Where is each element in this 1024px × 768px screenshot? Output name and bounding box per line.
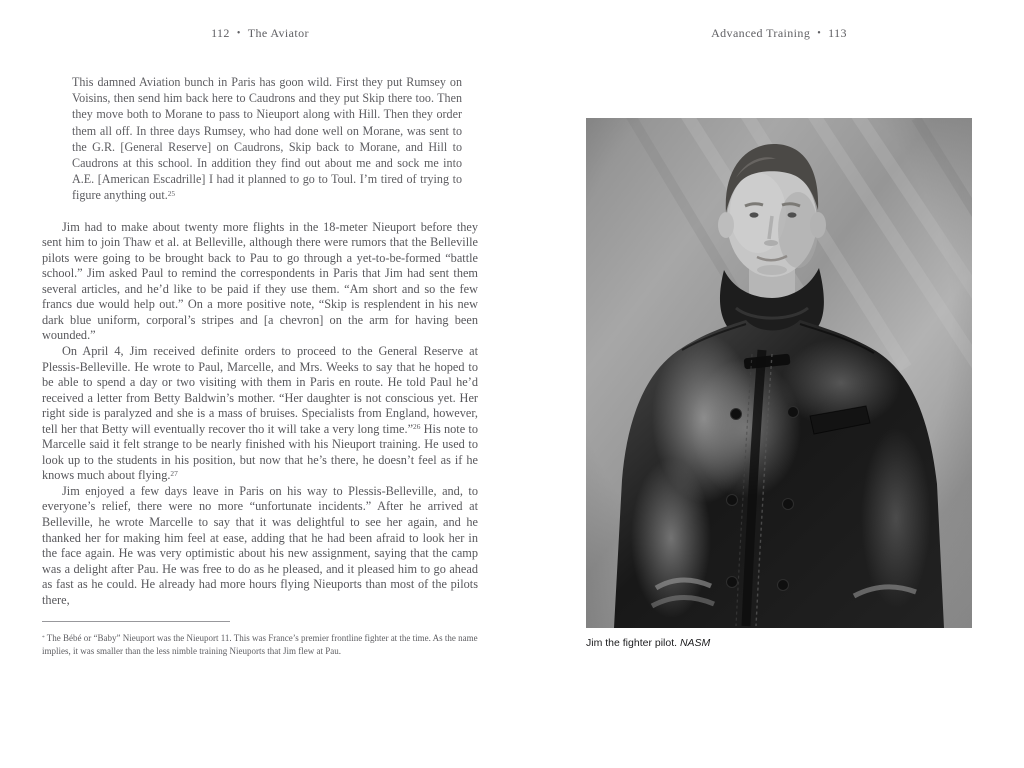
body-paragraph	[42, 344, 478, 484]
header-separator-dot: •	[236, 28, 241, 39]
text-run: Jim enjoyed a few days leave in Paris on his way to Plessis-Belleville, and, to everyone’s relief, there were no more “unfortunate incidents.” After he arrived at Belleville, he wrote Marcelle to say that it was delightful to see her again, and he thanked her for making him feel at ease, adding that he had been afraid to look her in the face again. He was very optimistic about his new assignment, saying that the camp was a delight after Pau. He was free to do as he pleased, and it pleased him to go ahead as fast as he could. He already had more hours flying Nieuports than most of the pilots there,	[42, 483, 478, 607]
photo-figure	[586, 118, 972, 650]
book-title: The Aviator	[247, 26, 309, 40]
footnote-reference: 27	[170, 468, 178, 478]
left-page-number: 112	[211, 26, 230, 40]
chapter-title: Advanced Training	[711, 26, 811, 40]
right-page-number: 113	[828, 26, 847, 40]
body-text	[42, 220, 478, 609]
header-separator-dot: •	[817, 28, 822, 39]
text-run: This damned Aviation bunch in Paris has goon wild. First they put Rumsey on Voisins, then send him back here to Caudrons and they put Skip there too. Then they move both to Morane to pass to Nieuport along with Hill. Then they order them all off. In three days Rumsey, who had done well on Morane, was sent to the G.R. [General Reserve] on Caudrons, Skip back to Morane, and Hill to Caudrons at this school. In addition they find out about me and sock me into A.E. [American Escadrille] I had it planned to go to Toul. I’m tired of trying to figure anything out.	[72, 75, 462, 203]
right-page	[586, 26, 972, 650]
portrait-photo-illustration	[586, 118, 972, 628]
left-running-head	[42, 26, 478, 42]
footnote-text: The Bébé or “Baby” Nieuport was the Nieuport 11. This was France’s premier frontline fighter at the time. As the name implies, it was smaller than the less nimble training Nieuports that Jim flew at Pau.	[42, 633, 478, 657]
footnote-reference: 25	[167, 189, 175, 198]
text-run: His note to Marcelle said it felt strange to be nearly finished with his Nieuport training. He used to look up to the students in his position, but now that he’s there, he doesn’t feel as if he knows much about flying.	[42, 421, 478, 483]
text-run: Jim had to make about twenty more flights in the 18-meter Nieuport before they sent him to join Thaw et al. at Belleville, although there were rumors that the Belleville pilots were going to be brought back to Pau to go through a yet-to-be-formed “battle school.” Jim asked Paul to remind the correspondents in Paris that Jim had sent them several articles, and he’d like to be paid if they use them. “Am short and so the few francs due would help out.” On a more positive note, “Skip is resplendent in his new dark blue uniform, corporal’s stripes and [a chevron] on the arm for having been wounded.”	[42, 219, 478, 343]
footnote-reference: 26	[413, 422, 421, 432]
portrait-photo	[586, 118, 972, 628]
body-paragraph	[42, 484, 478, 608]
left-page	[42, 26, 478, 658]
text-run: On April 4, Jim received definite orders to proceed to the General Reserve at Plessis-Belleville. He wrote to Paul, Marcelle, and Mrs. Weeks to say that he hoped to be able to spend a day or two visiting with them in Paris en route. He told Paul he’d received a letter from Betty Baldwin’s mother. “Her daughter is not conscious yet. Her right side is paralyzed and she is a mass of bruises. Specialists from England, however, tell her that Betty will eventually recover tho it will take a very long time.”	[42, 344, 478, 436]
footnote-marker: *	[42, 634, 45, 641]
caption-text: Jim the fighter pilot.	[586, 637, 680, 649]
body-paragraph	[42, 220, 478, 344]
caption-credit: NASM	[679, 637, 711, 649]
photo-caption	[586, 637, 972, 650]
block-quote	[72, 74, 462, 204]
footnote-rule	[42, 621, 230, 622]
right-running-head	[586, 26, 972, 42]
footnote	[42, 632, 478, 658]
